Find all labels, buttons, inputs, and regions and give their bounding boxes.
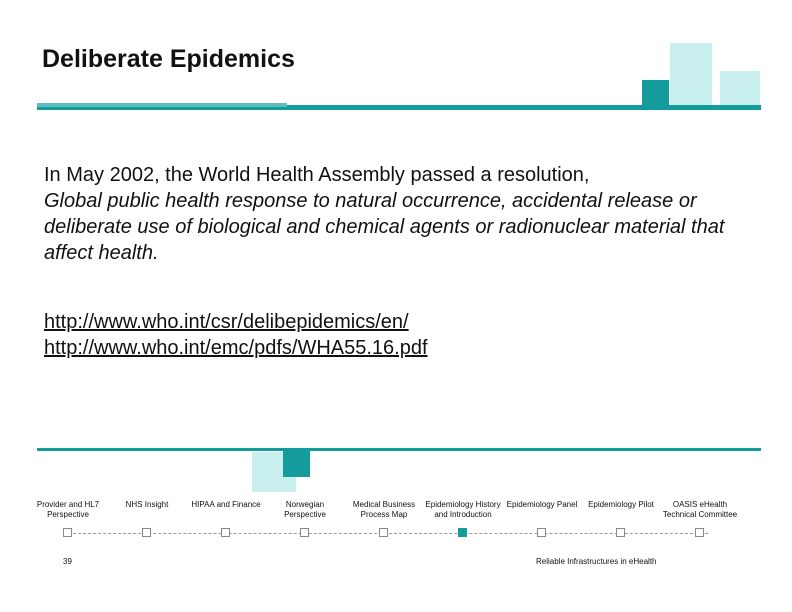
nav-node-6-active[interactable] [458, 528, 467, 537]
body-paragraph [44, 162, 744, 266]
nav-node-4[interactable] [300, 528, 309, 537]
nav-label-epidemiology-pilot[interactable]: Epidemiology Pilot [588, 500, 654, 509]
page-number: 39 [63, 557, 72, 566]
nav-label-nhs-insight[interactable]: NHS Insight [125, 500, 169, 509]
nav-label-norwegian[interactable]: Norwegian Perspective [284, 500, 326, 519]
body-intro: In May 2002, the World Health Assembly passed a resolution, [44, 164, 590, 186]
slide-title: Deliberate Epidemics [42, 45, 295, 73]
decor-bottom-teal [283, 451, 310, 477]
nav-label-epidemiology-history[interactable]: Epidemiology History and Introduction [425, 500, 501, 519]
decor-square-light-right [720, 71, 760, 106]
link-delibepidemics[interactable]: http://www.who.int/csr/delibepidemics/en/ [44, 311, 409, 333]
nav-node-1[interactable] [63, 528, 72, 537]
nav-label-provider-hl7[interactable]: Provider and HL7 Perspective [36, 500, 100, 519]
link-wha-pdf[interactable]: http://www.who.int/emc/pdfs/WHA55.16.pdf [44, 337, 428, 359]
nav-node-5[interactable] [379, 528, 388, 537]
title-rule-accent [37, 103, 287, 107]
resolution-title: Global public health response to natural occurrence, accidental release or deliberate use of biological and chemical agents or radionuclear material that affect health. [44, 190, 725, 264]
nav-node-8[interactable] [616, 528, 625, 537]
nav-label-medical-business[interactable]: Medical Business Process Map [352, 500, 416, 519]
nav-label-hipaa-finance[interactable]: HIPAA and Finance [191, 500, 261, 509]
nav-track [68, 533, 708, 534]
nav-node-2[interactable] [142, 528, 151, 537]
nav-label-oasis[interactable]: OASIS eHealth Technical Committee [662, 500, 738, 519]
nav-node-7[interactable] [537, 528, 546, 537]
reference-links [44, 309, 428, 361]
nav-node-9[interactable] [695, 528, 704, 537]
decor-square-light-left [670, 43, 712, 105]
decor-square-teal [642, 80, 669, 107]
nav-rule [37, 448, 761, 451]
nav-label-epidemiology-panel[interactable]: Epidemiology Panel [506, 500, 578, 509]
nav-node-3[interactable] [221, 528, 230, 537]
footer-text: Reliable Infrastructures in eHealth [536, 557, 657, 566]
